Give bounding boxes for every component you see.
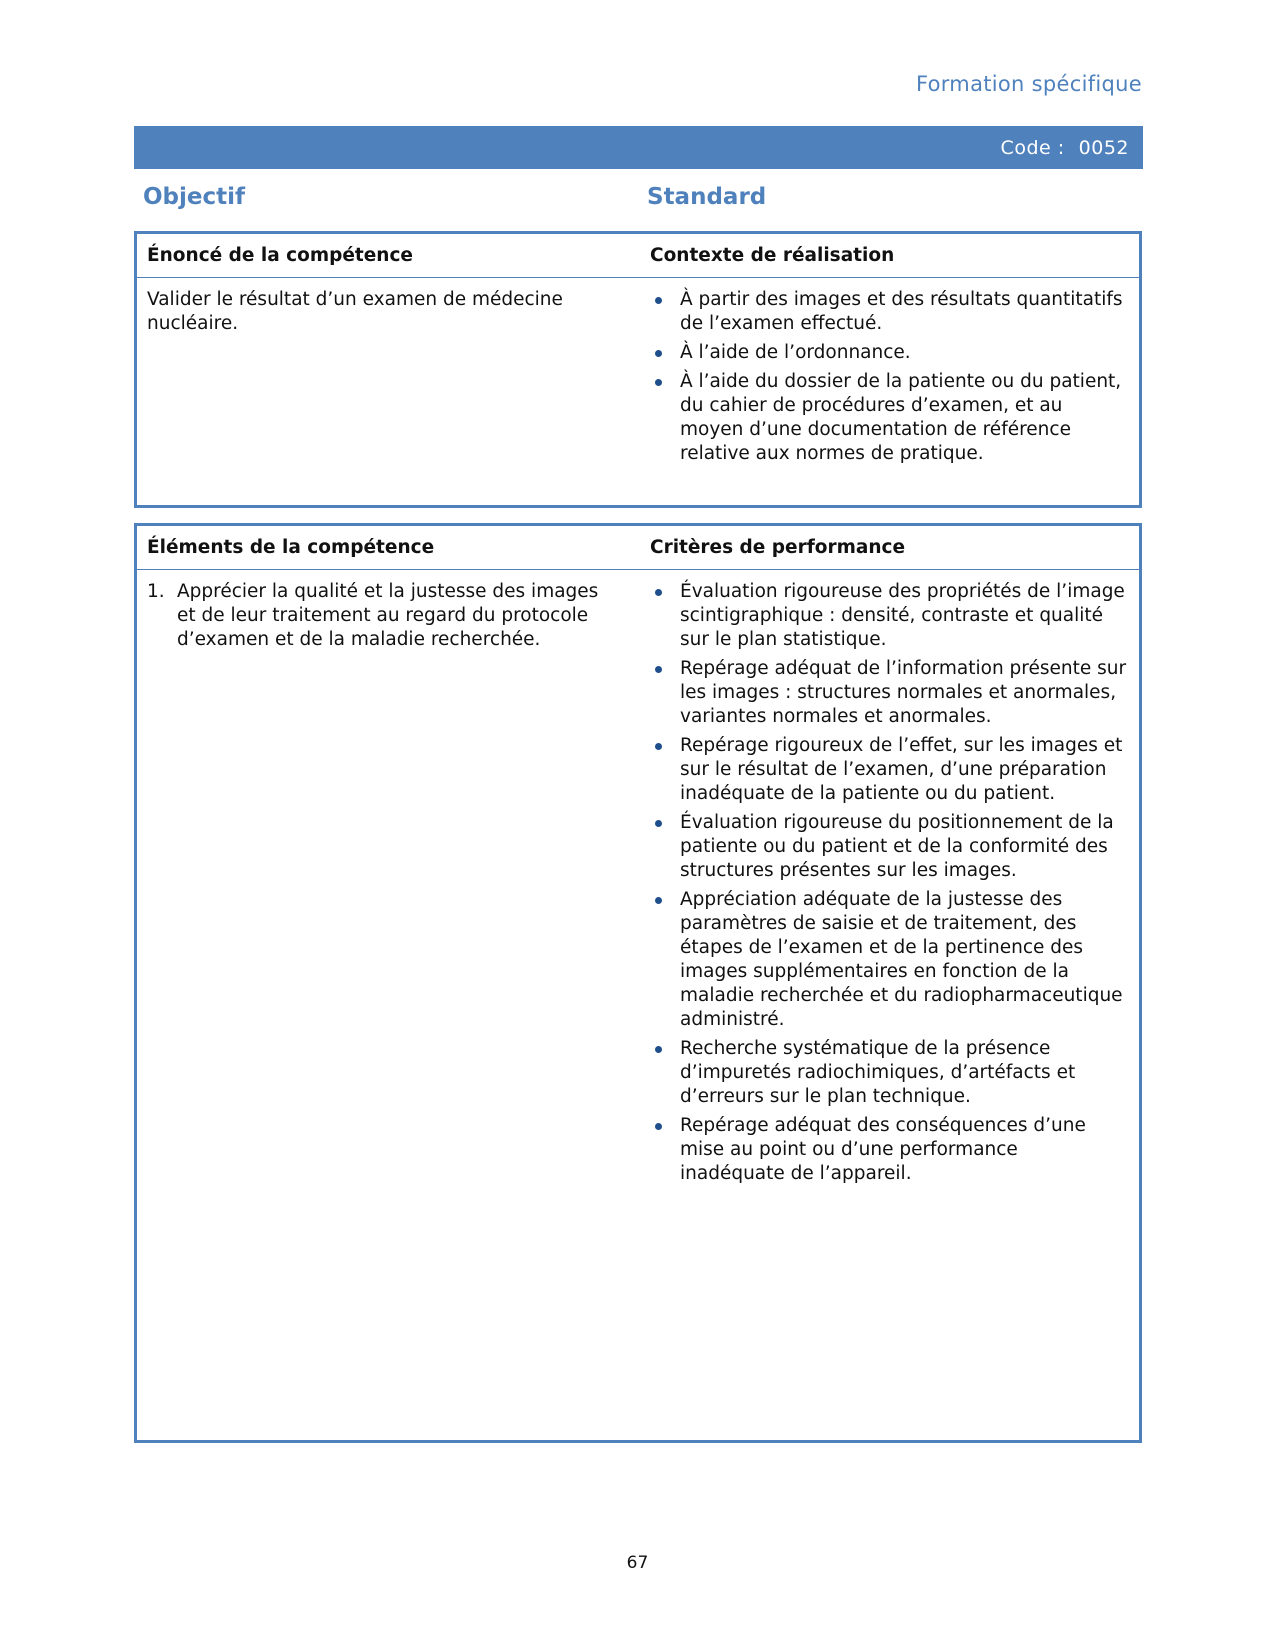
list-item — [650, 888, 1127, 1032]
header-elements: Éléments de la compétence — [147, 537, 435, 558]
competence-statement: Valider le résultat d’un examen de médecine nucléaire. — [147, 289, 563, 334]
list-item — [650, 1114, 1127, 1186]
table-header-row — [137, 234, 1139, 278]
bullet-icon — [655, 589, 662, 596]
header-criteres: Critères de performance — [650, 537, 906, 558]
list-item — [650, 657, 1127, 729]
heading-objectif: Objectif — [143, 184, 246, 210]
list-item-text: Évaluation rigoureuse du positionnement de la patiente ou du patient et de la conformité des structures présentes sur les images. — [680, 812, 1114, 881]
document-section-title: Formation spécifique — [915, 72, 1142, 96]
bullet-icon — [655, 379, 662, 386]
context-list — [650, 288, 1127, 466]
bullet-icon — [655, 1046, 662, 1053]
bullet-icon — [655, 666, 662, 673]
bullet-icon — [655, 743, 662, 750]
header-enonce: Énoncé de la compétence — [147, 245, 413, 266]
table-body-row — [137, 278, 1139, 471]
table-header-row — [137, 526, 1139, 570]
page-number: 67 — [626, 1553, 649, 1573]
list-item-text: Repérage adéquat de l’information présente sur les images : structures normales et anormales, variantes normales et anormales. — [680, 658, 1127, 727]
item-number: 1. — [147, 581, 165, 602]
list-item-text: Repérage adéquat des conséquences d’une mise au point ou d’une performance inadéquate de l’appareil. — [680, 1115, 1086, 1184]
list-item — [650, 734, 1127, 806]
heading-standard: Standard — [647, 184, 767, 210]
elements-cell — [137, 570, 640, 1191]
criteria-list — [650, 580, 1127, 1186]
code-label: Code : — [1000, 136, 1065, 159]
list-item-text: Repérage rigoureux de l’effet, sur les images et sur le résultat de l’examen, d’une préparation inadéquate de la patiente ou du patient. — [680, 735, 1123, 804]
list-item-text: À l’aide du dossier de la patiente ou du patient, du cahier de procédures d’examen, et au moyen d’une documentation de référence relative aux normes de pratique. — [680, 371, 1122, 464]
list-item — [147, 580, 620, 652]
list-item — [650, 580, 1127, 652]
list-item — [650, 370, 1127, 466]
bullet-icon — [655, 350, 662, 357]
bullet-icon — [655, 897, 662, 904]
bullet-icon — [655, 820, 662, 827]
competence-statement-table — [134, 231, 1142, 508]
code-band — [134, 126, 1143, 169]
list-item-text: Appréciation adéquate de la justesse des paramètres de saisie et de traitement, des étapes de l’examen et de la pertinence des images supplémentaires en fonction de la maladie recherchée et du radiopharmaceutique administré. — [680, 889, 1123, 1030]
bullet-icon — [655, 1123, 662, 1130]
list-item-text: Recherche systématique de la présence d’impuretés radiochimiques, d’artéfacts et d’erreurs sur le plan technique. — [680, 1038, 1076, 1107]
list-item-text: À partir des images et des résultats quantitatifs de l’examen effectué. — [680, 289, 1123, 334]
list-item — [650, 288, 1127, 336]
list-item — [650, 811, 1127, 883]
criteria-cell — [640, 570, 1139, 1191]
list-item-text: Apprécier la qualité et la justesse des images et de leur traitement au regard du protocole d’examen et de la maladie recherchée. — [177, 581, 599, 650]
list-item — [650, 341, 1127, 365]
list-item — [650, 1037, 1127, 1109]
competence-elements-table — [134, 523, 1142, 1443]
elements-list — [147, 580, 620, 652]
list-item-text: Évaluation rigoureuse des propriétés de l’image scintigraphique : densité, contraste et qualité sur le plan statistique. — [680, 581, 1125, 650]
bullet-icon — [655, 297, 662, 304]
list-item-text: À l’aide de l’ordonnance. — [680, 342, 911, 363]
code-value: 0052 — [1078, 136, 1129, 159]
table-body-row — [137, 570, 1139, 1191]
context-cell — [640, 278, 1139, 471]
header-contexte: Contexte de réalisation — [650, 245, 895, 266]
